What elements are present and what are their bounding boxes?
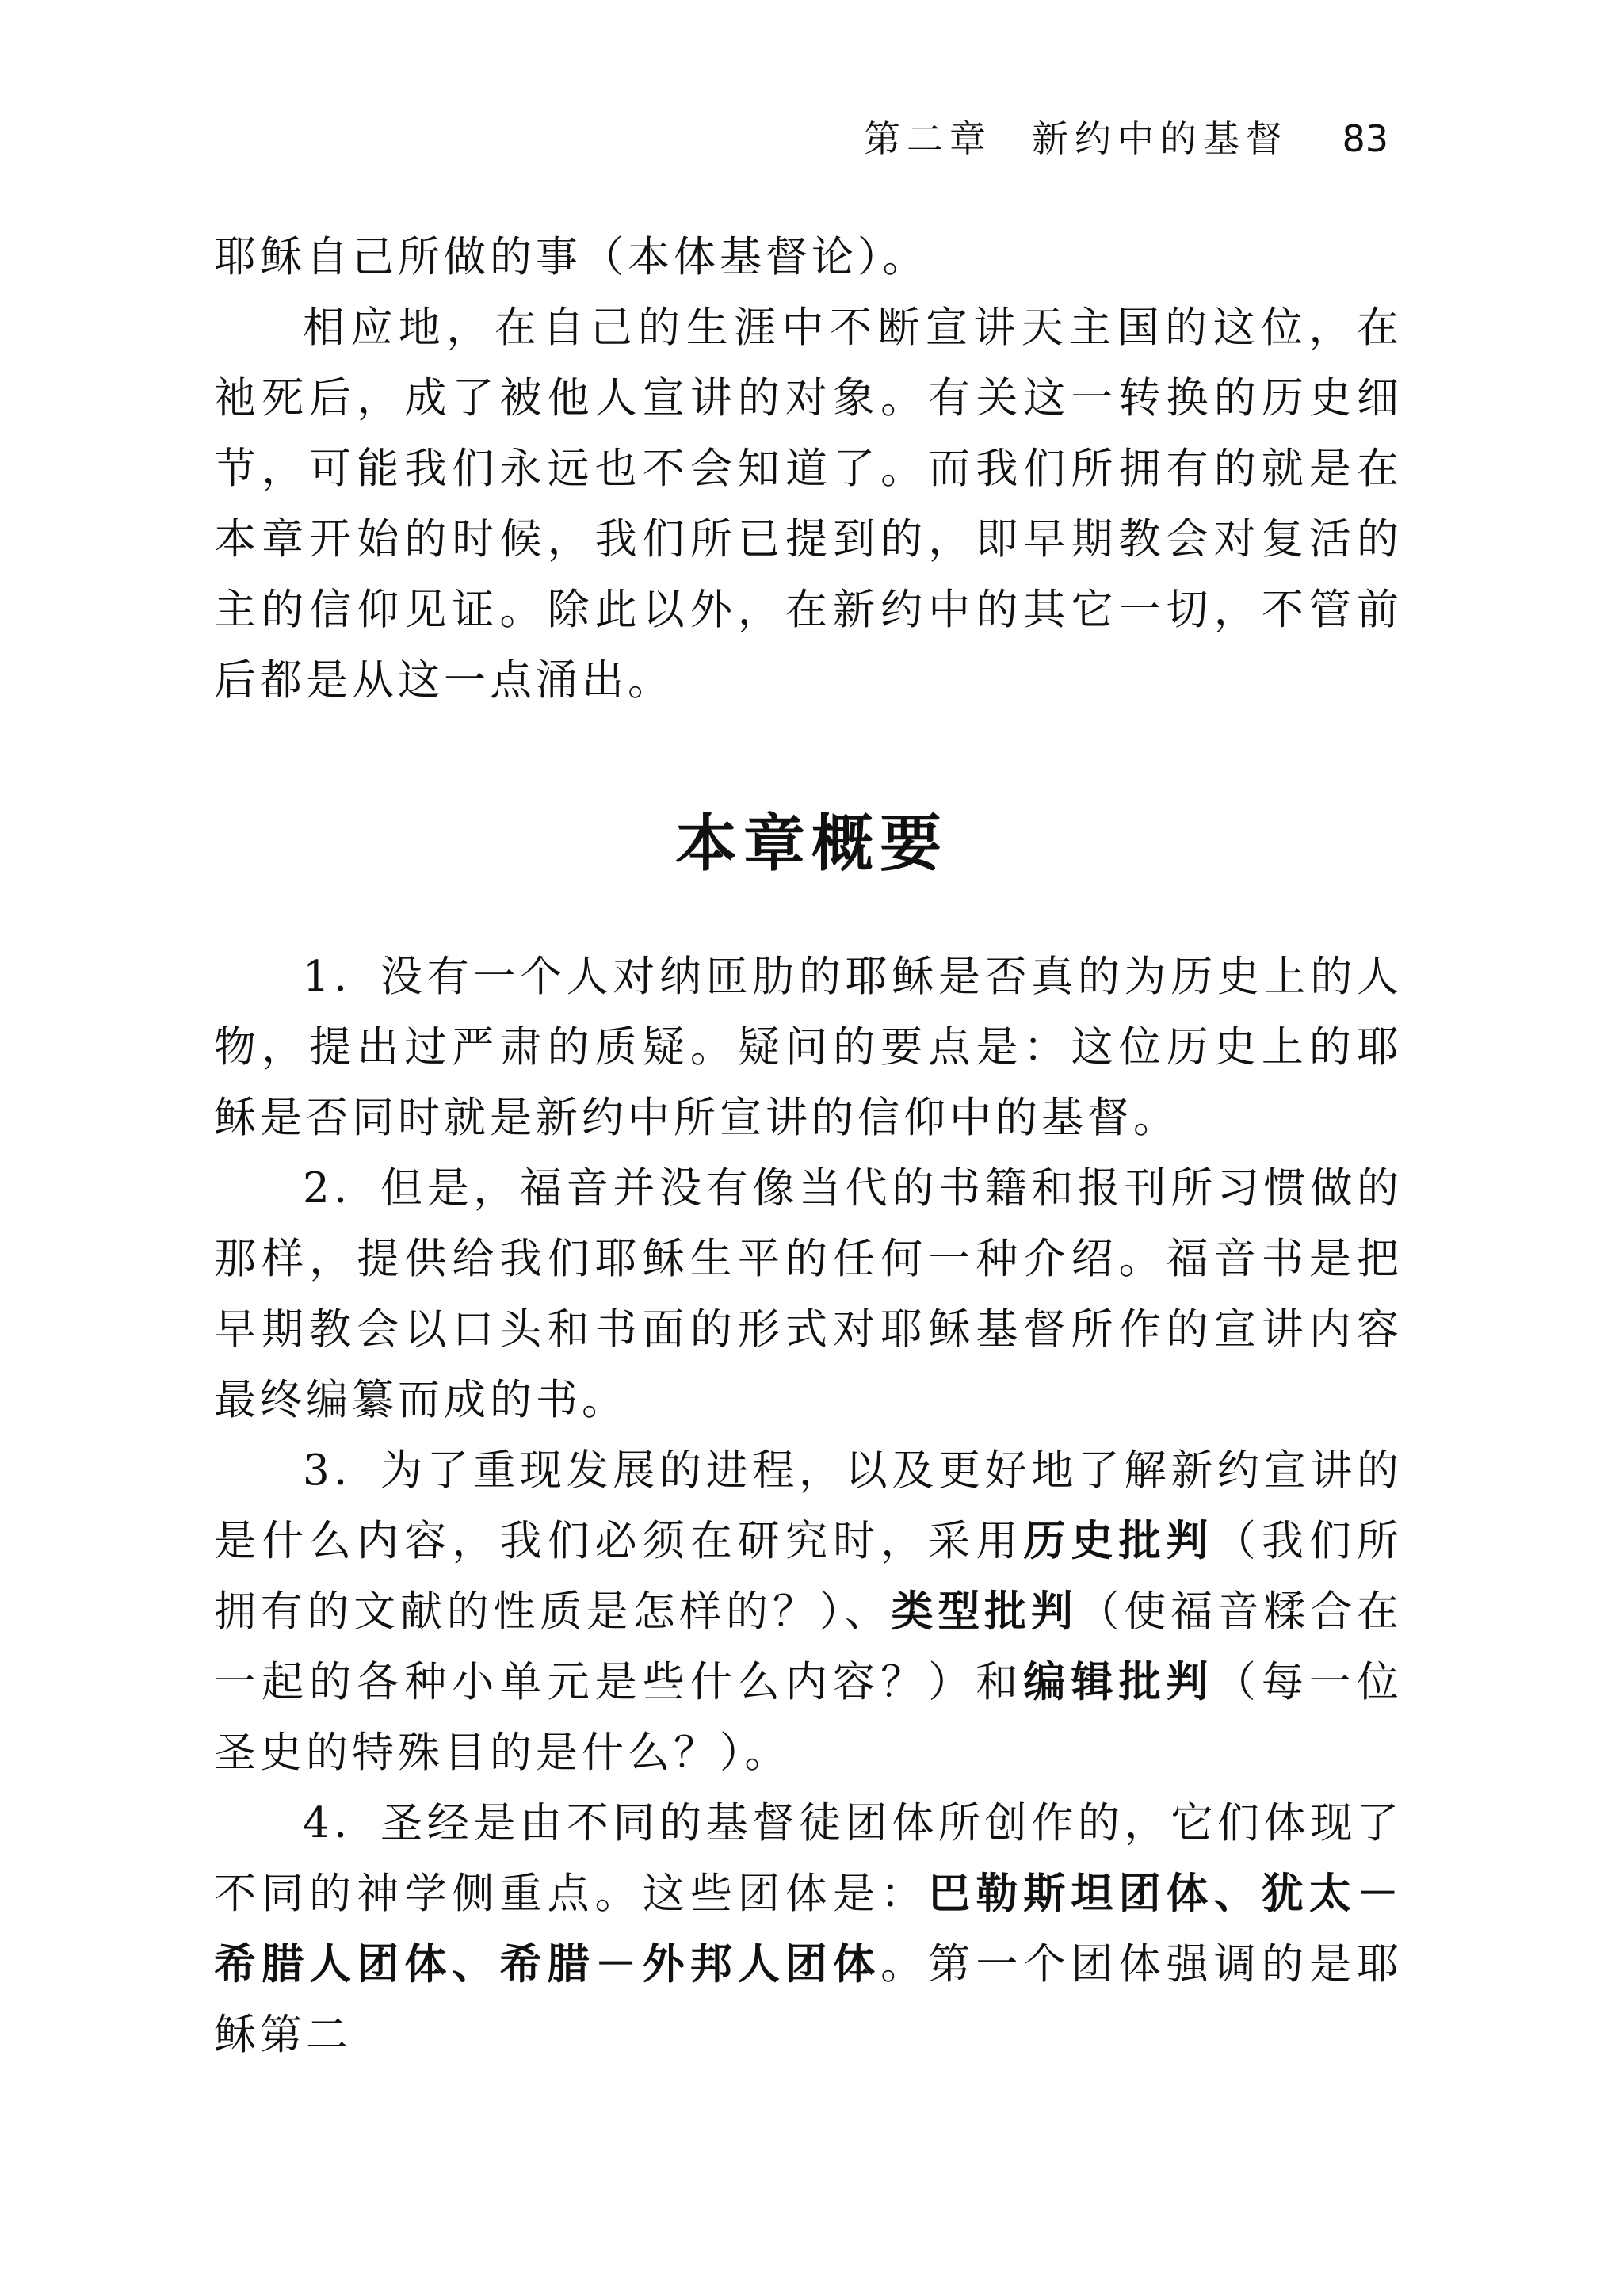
bold-term: 类型批判	[891, 1587, 1078, 1636]
text-run: 4．圣经是由不同的基督徒团体所创作的，它们体现了不同的神学侧重点。这些团体是：	[214, 1799, 1403, 1918]
paragraph: 相应地，在自己的生涯中不断宣讲天主国的这位，在祂死后，成了被他人宣讲的对象。有关这一转换的历史细节，可能我们永远也不会知道了。而我们所拥有的就是在本章开始的时候，我们所已提到的，即早期教会对复活的主的信仰见证。除此以外，在新约中的其它一切，不管前后都是从这一点涌出。	[214, 304, 1403, 705]
chapter-title: 新约中的基督	[1032, 117, 1289, 160]
section-title: 本章概要	[674, 808, 948, 880]
page-number: 83	[1342, 117, 1388, 160]
text-run: （我们所拥有的文献的性质是怎样的？）、	[214, 1517, 1403, 1636]
intro-text	[214, 222, 1403, 716]
summary-item: 2．但是，福音并没有像当代的书籍和报刊所习惯做的那样，提供给我们耶稣生平的任何一种介绍。福音书是把早期教会以口头和书面的形式对耶稣基督所作的宣讲内容最终编纂而成的书。	[214, 1164, 1403, 1424]
summary-item: 1．没有一个人对纳匝肋的耶稣是否真的为历史上的人物，提出过严肃的质疑。疑问的要点是：这位历史上的耶稣是否同时就是新约中所宣讲的信仰中的基督。	[214, 953, 1403, 1142]
text-run: （每一位圣史的特殊目的是什么？）。	[214, 1658, 1403, 1777]
bold-term: 巴勒斯坦团体、犹太－希腊人团体、希腊－外邦人团体	[214, 1870, 1403, 1988]
text-run: （使福音糅合在一起的各种小单元是些什么内容？）和	[214, 1587, 1403, 1706]
summary-list	[214, 942, 1403, 2070]
summary-item	[214, 1435, 1403, 1788]
paragraph: 耶稣自己所做的事（本体基督论）。	[214, 233, 929, 281]
summary-item	[214, 1788, 1403, 2070]
text-run: 3．为了重现发展的进程，以及更好地了解新约宣讲的是什么内容，我们必须在研究时，采用	[214, 1446, 1403, 1565]
running-head	[864, 111, 1411, 166]
bold-term: 历史批判	[1023, 1517, 1214, 1565]
bold-term: 编辑批判	[1023, 1658, 1214, 1706]
text-run: 。第一个团体强调的是耶稣第二	[214, 1940, 1403, 2059]
chapter-number: 第二章	[864, 117, 992, 160]
